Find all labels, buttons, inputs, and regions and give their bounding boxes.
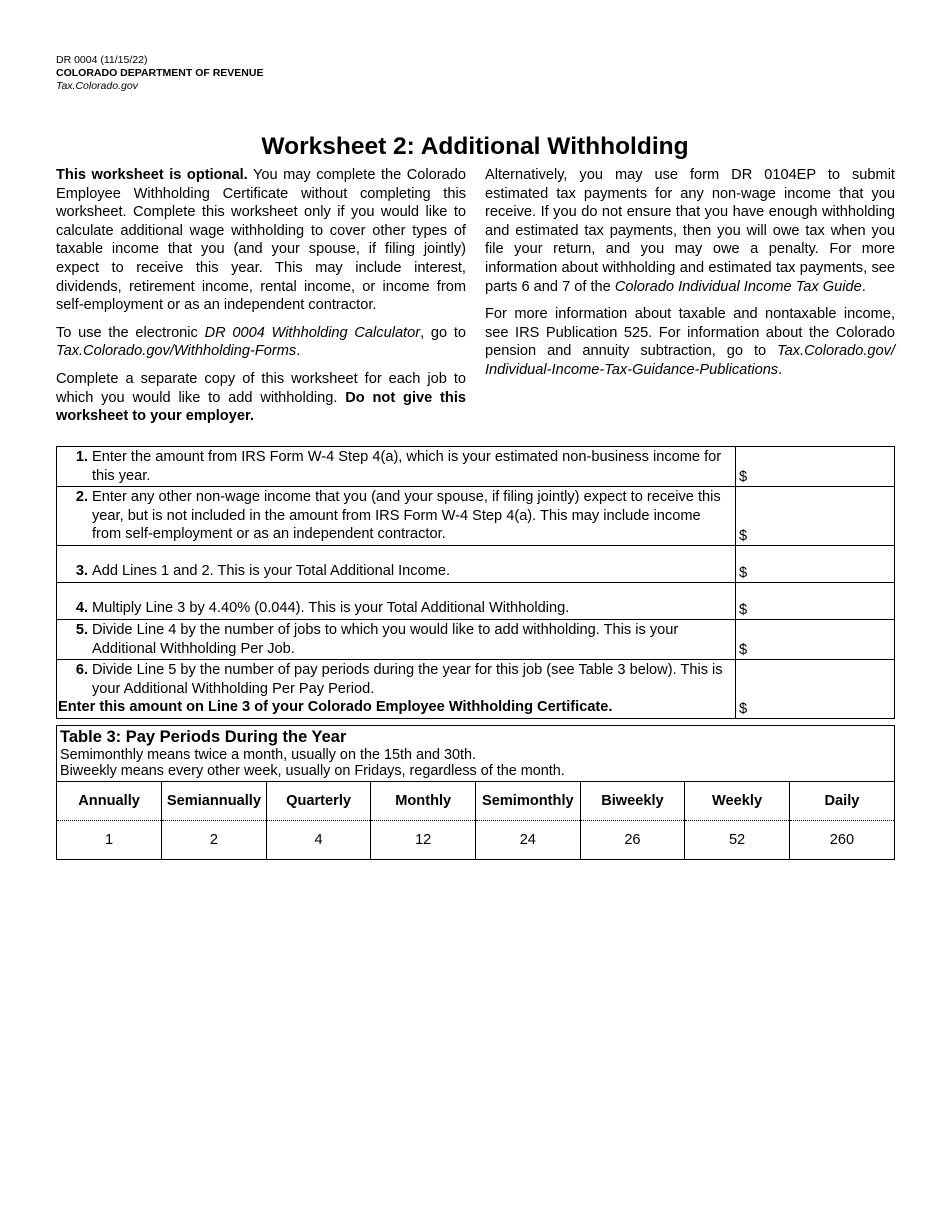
worksheet-line-1 (57, 447, 895, 487)
instructions-paragraph-3 (56, 370, 466, 426)
p2-text-c: . (296, 343, 301, 360)
column-header: Semimonthly (476, 782, 581, 821)
line-number: 5. (75, 621, 88, 638)
table-cell: 12 (371, 821, 476, 860)
line-1-amount-field[interactable] (736, 447, 895, 487)
line-number: 2. (75, 489, 88, 506)
instructions-paragraph-1 (56, 166, 466, 315)
line-text: Multiply Line 3 by 4.40% (0.044). This is your Total Additional Withholding. (92, 600, 570, 617)
page-title: Worksheet 2: Additional Withholding (261, 133, 689, 160)
table-cell: 1 (57, 821, 162, 860)
worksheet-line-4 (57, 582, 895, 619)
worksheet-line-3 (57, 545, 895, 582)
pay-periods-table (56, 725, 895, 860)
dollar-sign: $ (739, 564, 748, 581)
worksheet-line-6 (57, 660, 895, 719)
table-cell: 4 (266, 821, 371, 860)
table-title: Table 3: Pay Periods During the Year (60, 728, 347, 746)
column-header: Monthly (371, 782, 476, 821)
line-3-amount-field[interactable] (736, 545, 895, 582)
worksheet-line-5 (57, 619, 895, 659)
p2-text-b: , go to (420, 324, 466, 341)
agency-name: COLORADO DEPARTMENT OF REVENUE (56, 67, 264, 79)
instructions-paragraph-4 (485, 166, 895, 296)
p3-text: Complete a separate copy of this worksheet for each job to which you would like to add withholding. (56, 370, 466, 406)
form-id: DR 0004 (11/15/22) (56, 54, 148, 66)
line-2-amount-field[interactable] (736, 487, 895, 546)
pay-period-values-row (57, 821, 894, 860)
dollar-sign: $ (739, 601, 748, 618)
pay-period-header-row (57, 782, 894, 821)
line-number: 3. (75, 563, 88, 580)
pay-periods-grid (57, 782, 894, 859)
agency-website: Tax.Colorado.gov (56, 80, 138, 92)
column-header: Quarterly (266, 782, 371, 821)
column-header: Weekly (685, 782, 790, 821)
table-cell: 26 (580, 821, 685, 860)
instructions-paragraph-2 (56, 324, 466, 361)
biweekly-note: Biweekly means every other week, usually on Fridays, regardless of the month. (60, 763, 565, 779)
line-number: 1. (75, 449, 88, 465)
tax-guide-title: Colorado Individual Income Tax Guide (614, 278, 862, 295)
line-text: Divide Line 4 by the number of jobs to which you would like to add withholding. This is your Additional Withholding Per Job. (92, 621, 679, 657)
table-cell: 24 (476, 821, 581, 860)
dollar-sign: $ (739, 469, 748, 486)
column-header: Daily (789, 782, 894, 821)
dollar-sign: $ (739, 642, 748, 659)
pay-periods-table-header (57, 726, 894, 782)
line-text: Divide Line 5 by the number of pay periods during the year for this job (see Table 3 below). This is your Additional Withholding Per Pay Period. (92, 662, 723, 697)
p5-text: For more information about taxable and nontaxable income, see IRS Publication 525. For information about the Colorado pension and annuity subtraction, go to (485, 306, 895, 360)
worksheet-line-2 (57, 487, 895, 546)
final-instruction: Enter this amount on Line 3 of your Colorado Employee Withholding Certificate. (58, 699, 613, 716)
instructions-left-column (56, 166, 466, 435)
column-header: Semiannually (162, 782, 267, 821)
p2-text-a: To use the electronic (56, 324, 205, 341)
line-text: Enter the amount from IRS Form W-4 Step 4(a), which is your estimated non-business income for this year. (92, 449, 722, 484)
instructions-right-column (485, 166, 895, 389)
line-5-amount-field[interactable] (736, 619, 895, 659)
semimonthly-note: Semimonthly means twice a month, usually on the 15th and 30th. (60, 747, 476, 763)
column-header: Annually (57, 782, 162, 821)
table-cell: 52 (685, 821, 790, 860)
table-cell: 2 (162, 821, 267, 860)
p5-end: . (778, 361, 783, 378)
optional-notice: This worksheet is optional. (56, 167, 248, 183)
calculator-name: DR 0004 Withholding Calculator (204, 324, 421, 341)
line-number: 6. (75, 662, 88, 679)
p1-text: You may complete the Colorado Employee Withholding Certificate without completing this worksheet. Complete this worksheet only if you would like to calculate additional wage withholding to cover other types of taxable income that you (and your spouse, if filing jointly) expect to receive this year. This may include interest, dividends, retirement income, rental income, or income from self-employment or as an independent contractor. (56, 167, 466, 314)
line-text: Enter any other non-wage income that you (and your spouse, if filing jointly) expect to receive this year, but is not included in the amount from IRS Form W-4 Step 4(a). This may include income from self-employment or as an independent contractor. (92, 489, 721, 543)
table-cell: 260 (829, 832, 855, 848)
line-number: 4. (75, 600, 88, 617)
guidance-publications-link[interactable]: Tax.Colorado.gov/ Individual-Income-Tax-Guidance-Publications (485, 343, 895, 378)
line-4-amount-field[interactable] (736, 582, 895, 619)
form-header (56, 54, 263, 93)
worksheet-lines-table (56, 446, 895, 719)
employer-warning: Do not give this worksheet to your employer. (56, 389, 466, 425)
dollar-sign: $ (739, 700, 748, 717)
line-6-amount-field[interactable] (736, 660, 895, 719)
line-text: Add Lines 1 and 2. This is your Total Additional Income. (92, 563, 451, 580)
instructions-paragraph-5 (485, 305, 895, 379)
p4-text: Alternatively, you may use form DR 0104EP to submit estimated tax payments for any non-wage income that you receive. If you do not ensure that you have enough withholding and estimated tax payments, then you will owe tax when you file your return, and you may owe a penalty. For more information about withholding and estimated tax payments, see parts 6 and 7 of the (485, 167, 895, 295)
dollar-sign: $ (739, 527, 748, 544)
column-header: Biweekly (580, 782, 685, 821)
withholding-forms-link[interactable]: Tax.Colorado.gov/Withholding-Forms (56, 343, 297, 360)
p4-end: . (861, 278, 866, 295)
